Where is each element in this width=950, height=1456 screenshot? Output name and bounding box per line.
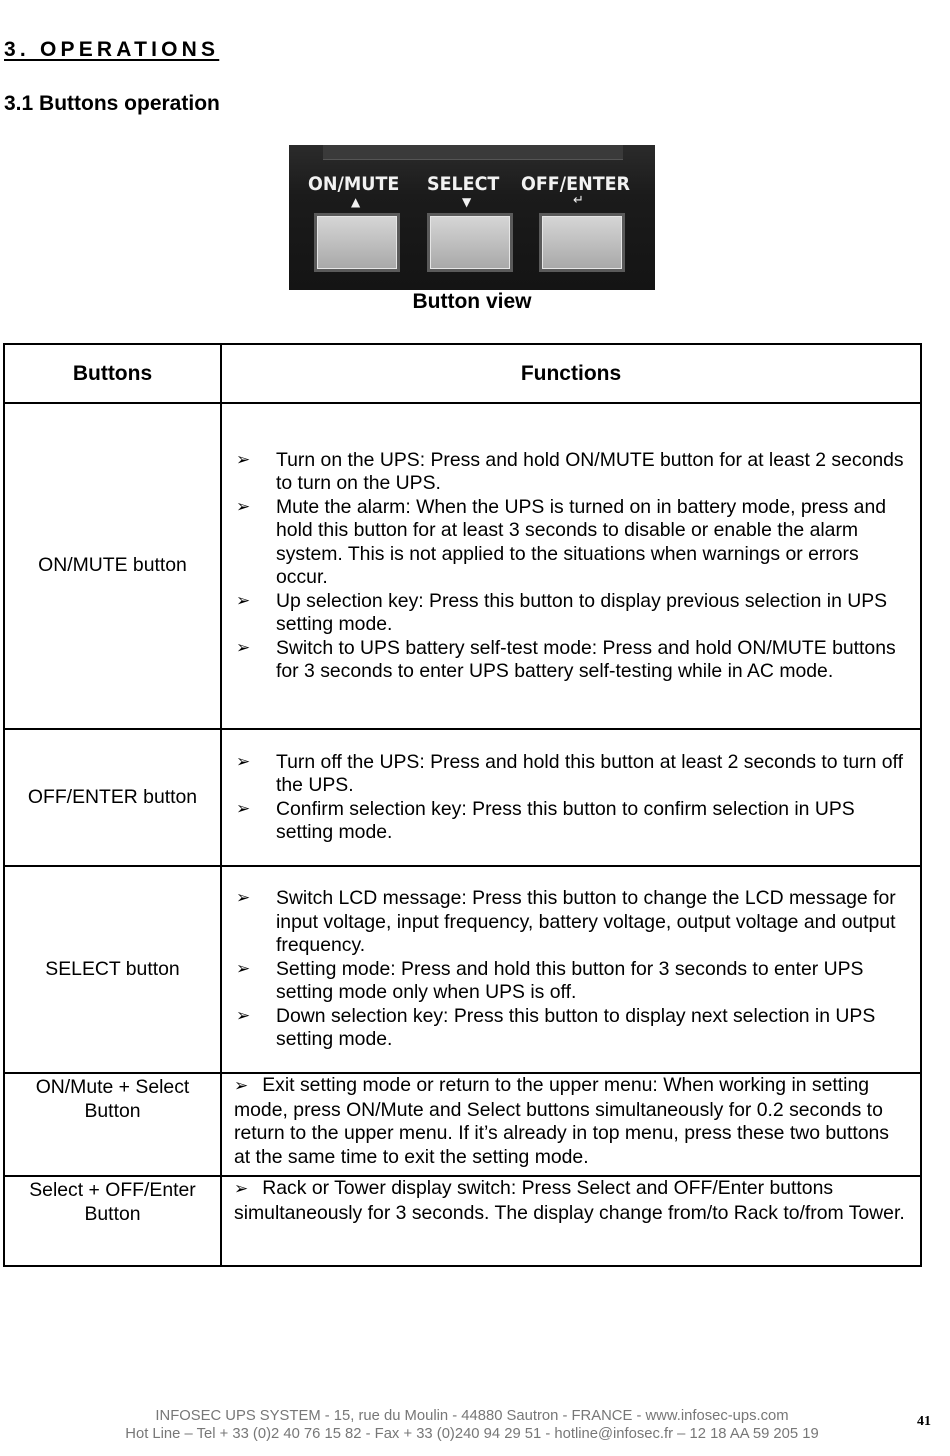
page-footer xyxy=(0,1407,944,1443)
table-row xyxy=(4,403,921,729)
table-header-row xyxy=(4,344,921,403)
button-panel-image xyxy=(289,145,655,290)
select-panel-button xyxy=(427,213,513,272)
function-cell xyxy=(221,866,921,1073)
off-enter-panel-button xyxy=(539,213,625,272)
function-item: ➢ Down selection key: Press this button to display next selection in UPS setting mode. xyxy=(236,1004,876,1051)
panel-label-off-enter: OFF/ENTER xyxy=(521,173,631,195)
down-arrow-icon: ▼ xyxy=(462,195,472,209)
function-item: ➢ Up selection key: Press this button to display previous selection in UPS setting mode. xyxy=(236,589,888,635)
table-row xyxy=(4,866,921,1073)
function-item: ➢ Mute the alarm: When the UPS is turned on in battery mode, press and hold this button for at least 3 seconds to disable or enable the alarm system. This is not applied to the situations when warnings or errors occur. xyxy=(236,495,887,588)
button-name-cell: OFF/ENTER button xyxy=(4,729,221,866)
function-item: ➢ Turn off the UPS: Press and hold this button at least 2 seconds to turn off the UPS. xyxy=(236,750,903,796)
arrowhead-bullet-icon: ➢ xyxy=(236,449,251,470)
button-name-cell: SELECT button xyxy=(4,866,221,1073)
on-mute-panel-button xyxy=(314,213,400,272)
function-cell xyxy=(221,403,921,729)
button-name-cell: ON/MUTE button xyxy=(4,403,221,729)
arrowhead-bullet-icon: ➢ xyxy=(236,1005,251,1026)
function-item: ➢ Switch LCD message: Press this button to change the LCD message for input voltage, input frequency, battery voltage, output voltage and output frequency. xyxy=(236,887,896,957)
column-header-functions: Functions xyxy=(221,344,921,403)
arrowhead-bullet-icon: ➢ xyxy=(234,1179,249,1199)
arrowhead-bullet-icon: ➢ xyxy=(236,888,251,909)
table-row xyxy=(4,1176,921,1266)
table-row xyxy=(4,1073,921,1176)
function-item: ➢ Turn on the UPS: Press and hold ON/MUTE button for at least 2 seconds to turn on the UPS. xyxy=(236,448,904,494)
figure-caption: Button view xyxy=(412,290,532,313)
function-item: ➢ Confirm selection key: Press this button to confirm selection in UPS setting mode. xyxy=(236,797,855,843)
panel-label-select: SELECT xyxy=(427,173,500,195)
function-item: ➢ Setting mode: Press and hold this button for 3 seconds to enter UPS setting mode only when UPS is off. xyxy=(236,957,864,1004)
footer-hotline: Hot Line – Tel + 33 (0)2 40 76 15 82 - Fax + 33 (0)240 94 29 51 - hotline@infosec.fr – 12 18 AA 59 205 19 xyxy=(125,1426,819,1442)
column-header-buttons: Buttons xyxy=(4,344,221,403)
arrowhead-bullet-icon: ➢ xyxy=(236,590,251,611)
function-cell: ➢ Exit setting mode or return to the upper menu: When working in setting mode, press ON/Mute and Select buttons simultaneously for 0.2 seconds to return to the upper menu. If it’s already in top menu, press these two buttons at the same time to exit the setting mode. xyxy=(221,1073,921,1176)
arrowhead-bullet-icon: ➢ xyxy=(236,496,251,517)
function-cell: ➢ Rack or Tower display switch: Press Select and OFF/Enter buttons simultaneously for 3 seconds. The display change from/to Rack to/from Tower. xyxy=(221,1176,921,1266)
arrowhead-bullet-icon: ➢ xyxy=(236,637,251,658)
button-name-cell: ON/Mute + Select Button xyxy=(4,1073,221,1176)
page-number: 41 xyxy=(917,1414,931,1429)
function-item: ➢ Switch to UPS battery self-test mode: Press and hold ON/MUTE buttons for 3 seconds to enter UPS battery self-testing while in AC mode. xyxy=(236,636,896,682)
up-arrow-icon: ▲ xyxy=(351,195,361,209)
table-row xyxy=(4,729,921,866)
button-name-cell: Select + OFF/Enter Button xyxy=(4,1176,221,1266)
arrowhead-bullet-icon: ➢ xyxy=(236,958,251,979)
section-title: 3. OPERATIONS xyxy=(4,38,220,61)
arrowhead-bullet-icon: ➢ xyxy=(236,751,251,772)
footer-address: INFOSEC UPS SYSTEM - 15, rue du Moulin - 44880 Sautron - FRANCE - www.infosec-ups.com xyxy=(155,1408,789,1424)
enter-arrow-icon: ↵ xyxy=(573,193,584,208)
arrowhead-bullet-icon: ➢ xyxy=(236,798,251,819)
button-functions-table xyxy=(3,343,922,1267)
arrowhead-bullet-icon: ➢ xyxy=(234,1076,249,1096)
subsection-title: 3.1 Buttons operation xyxy=(4,92,220,115)
panel-label-on-mute: ON/MUTE xyxy=(308,173,400,195)
function-cell xyxy=(221,729,921,866)
